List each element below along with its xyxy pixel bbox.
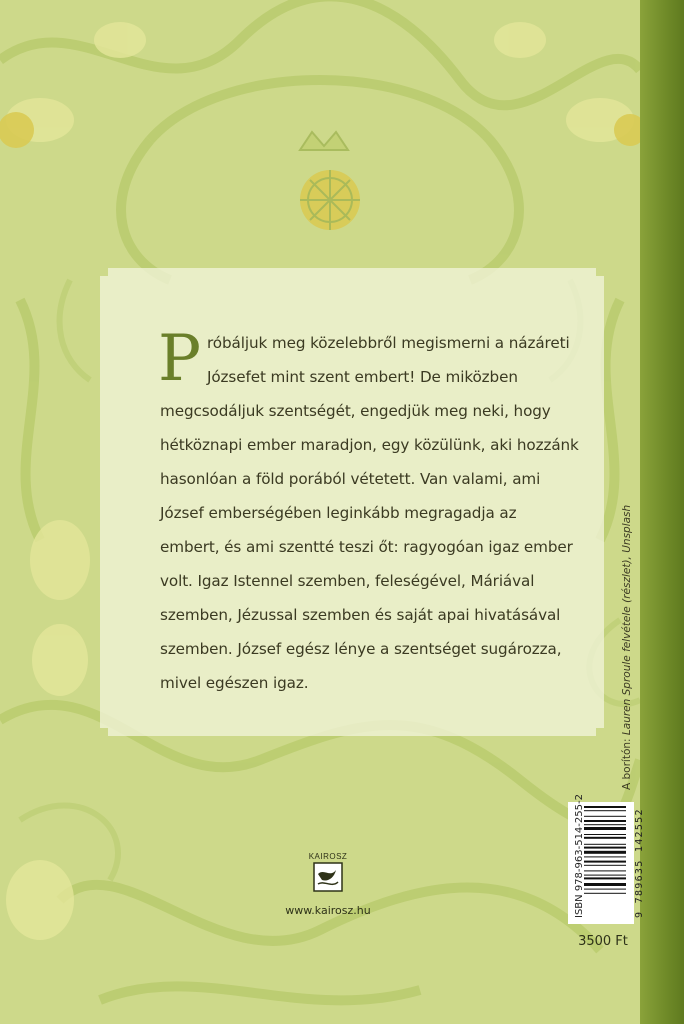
barcode-bar bbox=[584, 883, 626, 886]
blurb-text bbox=[158, 322, 580, 700]
barcode-bar bbox=[584, 810, 626, 811]
drop-cap: P bbox=[158, 322, 201, 396]
dove-icon bbox=[300, 852, 356, 896]
publisher-logo bbox=[300, 852, 356, 896]
barcode-bar bbox=[584, 865, 626, 866]
barcode-bar bbox=[584, 844, 626, 845]
barcode-bar bbox=[584, 827, 626, 830]
photo-credit-prefix: A borítón: bbox=[621, 735, 633, 790]
barcode-bar bbox=[584, 875, 626, 876]
photo-credit-text: Lauren Sproule felvétele (részlet), Unsplash bbox=[621, 504, 633, 736]
barcode-bar bbox=[584, 856, 626, 857]
barcode-bar bbox=[584, 847, 626, 849]
publisher-website[interactable]: www.kairosz.hu bbox=[285, 904, 371, 917]
barcode-bar bbox=[584, 806, 626, 808]
barcode-bar bbox=[584, 824, 626, 825]
blurb-panel bbox=[100, 268, 604, 736]
barcode-bar bbox=[584, 820, 626, 822]
spine-edge bbox=[640, 0, 684, 1024]
barcode-bar bbox=[584, 861, 626, 863]
barcode-bar bbox=[584, 837, 626, 839]
price-label: 3500 Ft bbox=[578, 934, 628, 949]
barcode-bar bbox=[584, 816, 626, 817]
barcode-bar bbox=[584, 851, 626, 854]
barcode-bar bbox=[584, 877, 626, 879]
isbn-number: ISBN 978-963-514-255-2 bbox=[574, 794, 585, 918]
barcode-bar bbox=[584, 893, 626, 894]
blurb-body: róbáljuk meg közelebbről megismerni a názáreti Józsefet mint szent embert! De miközben megcsodáljuk szentségét, engedjük meg neki, hogy hétköznapi ember maradjon, egy közülünk, aki hozzánk hasonlóan a föld porából vétetett. Van valami, ami József emberségében leginkább megragadja az embert, és ami szentté teszi őt: ragyogóan igaz ember volt. Igaz Istennel szemben, feleségével, Máriával szemben, Jézussal szemben és saját apai hivatásával szemben. József egész lénye a szentséget sugározza, mivel egészen igaz. bbox=[160, 334, 579, 692]
barcode-digits: 9 789635 142552 bbox=[634, 808, 645, 918]
barcode-bar bbox=[584, 870, 626, 871]
photo-credit bbox=[621, 505, 633, 790]
barcode-bar bbox=[584, 889, 626, 890]
barcode-bar bbox=[584, 834, 626, 835]
publisher-logo-text: KAIROSZ bbox=[308, 852, 348, 861]
